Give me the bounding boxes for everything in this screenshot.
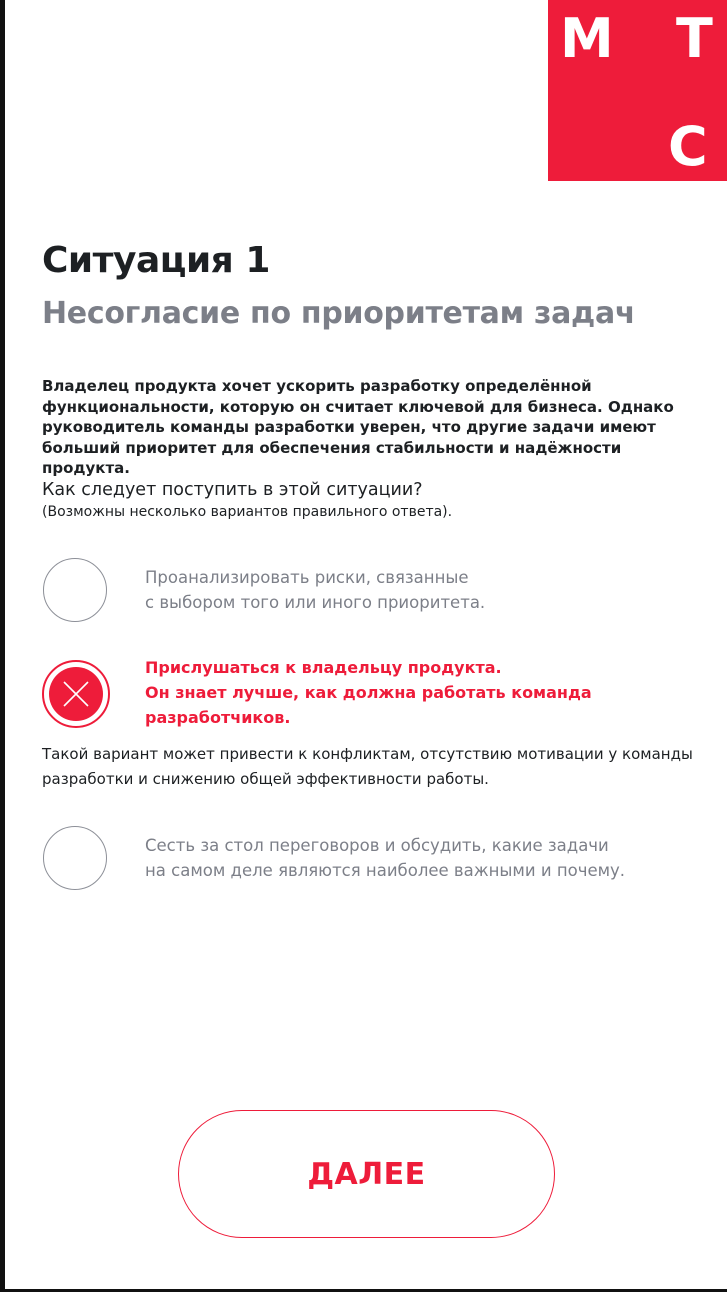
logo-letter-t: Т — [676, 7, 713, 70]
left-edge-border — [0, 0, 5, 1292]
option-2-feedback: Такой вариант может привести к конфликтам, отсутствию мотивации у команды разработки и снижению общей эффективности работы. — [42, 745, 693, 788]
question-text: Как следует поступить в этой ситуации? — [42, 480, 423, 500]
question-hint: (Возможны несколько вариантов правильного ответа). — [42, 504, 453, 520]
option-1-label[interactable]: Проанализировать риски, связанные с выбором того или иного приоритета. — [145, 568, 486, 612]
mts-logo — [548, 0, 727, 181]
option-3-label[interactable]: Сесть за стол переговоров и обсудить, какие задачи на самом деле являются наиболее важными и почему. — [145, 836, 626, 880]
situation-title: Ситуация 1 — [42, 240, 270, 281]
option-2-radio[interactable] — [42, 660, 110, 728]
cross-icon — [44, 662, 108, 726]
option-3-radio[interactable] — [43, 826, 107, 890]
logo-letter-m: М — [560, 7, 614, 70]
situation-subtitle: Несогласие по приоритетам задач — [42, 296, 636, 331]
next-button-label: ДАЛЕЕ — [307, 1156, 426, 1192]
situation-description: Владелец продукта хочет ускорить разработку определённой функциональности, которую он считает ключевой для бизнеса. Однако руководитель команды разработки уверен, что другие задачи имеют больший приоритет для обеспечения стабильности и надёжности продукта. — [42, 377, 674, 477]
next-button[interactable] — [178, 1110, 555, 1238]
option-2-label[interactable]: Прислушаться к владельцу продукта. Он знает лучше, как должна работать команда разработчиков. — [145, 658, 592, 727]
logo-letter-s: С — [668, 115, 708, 178]
option-1-radio[interactable] — [43, 558, 107, 622]
